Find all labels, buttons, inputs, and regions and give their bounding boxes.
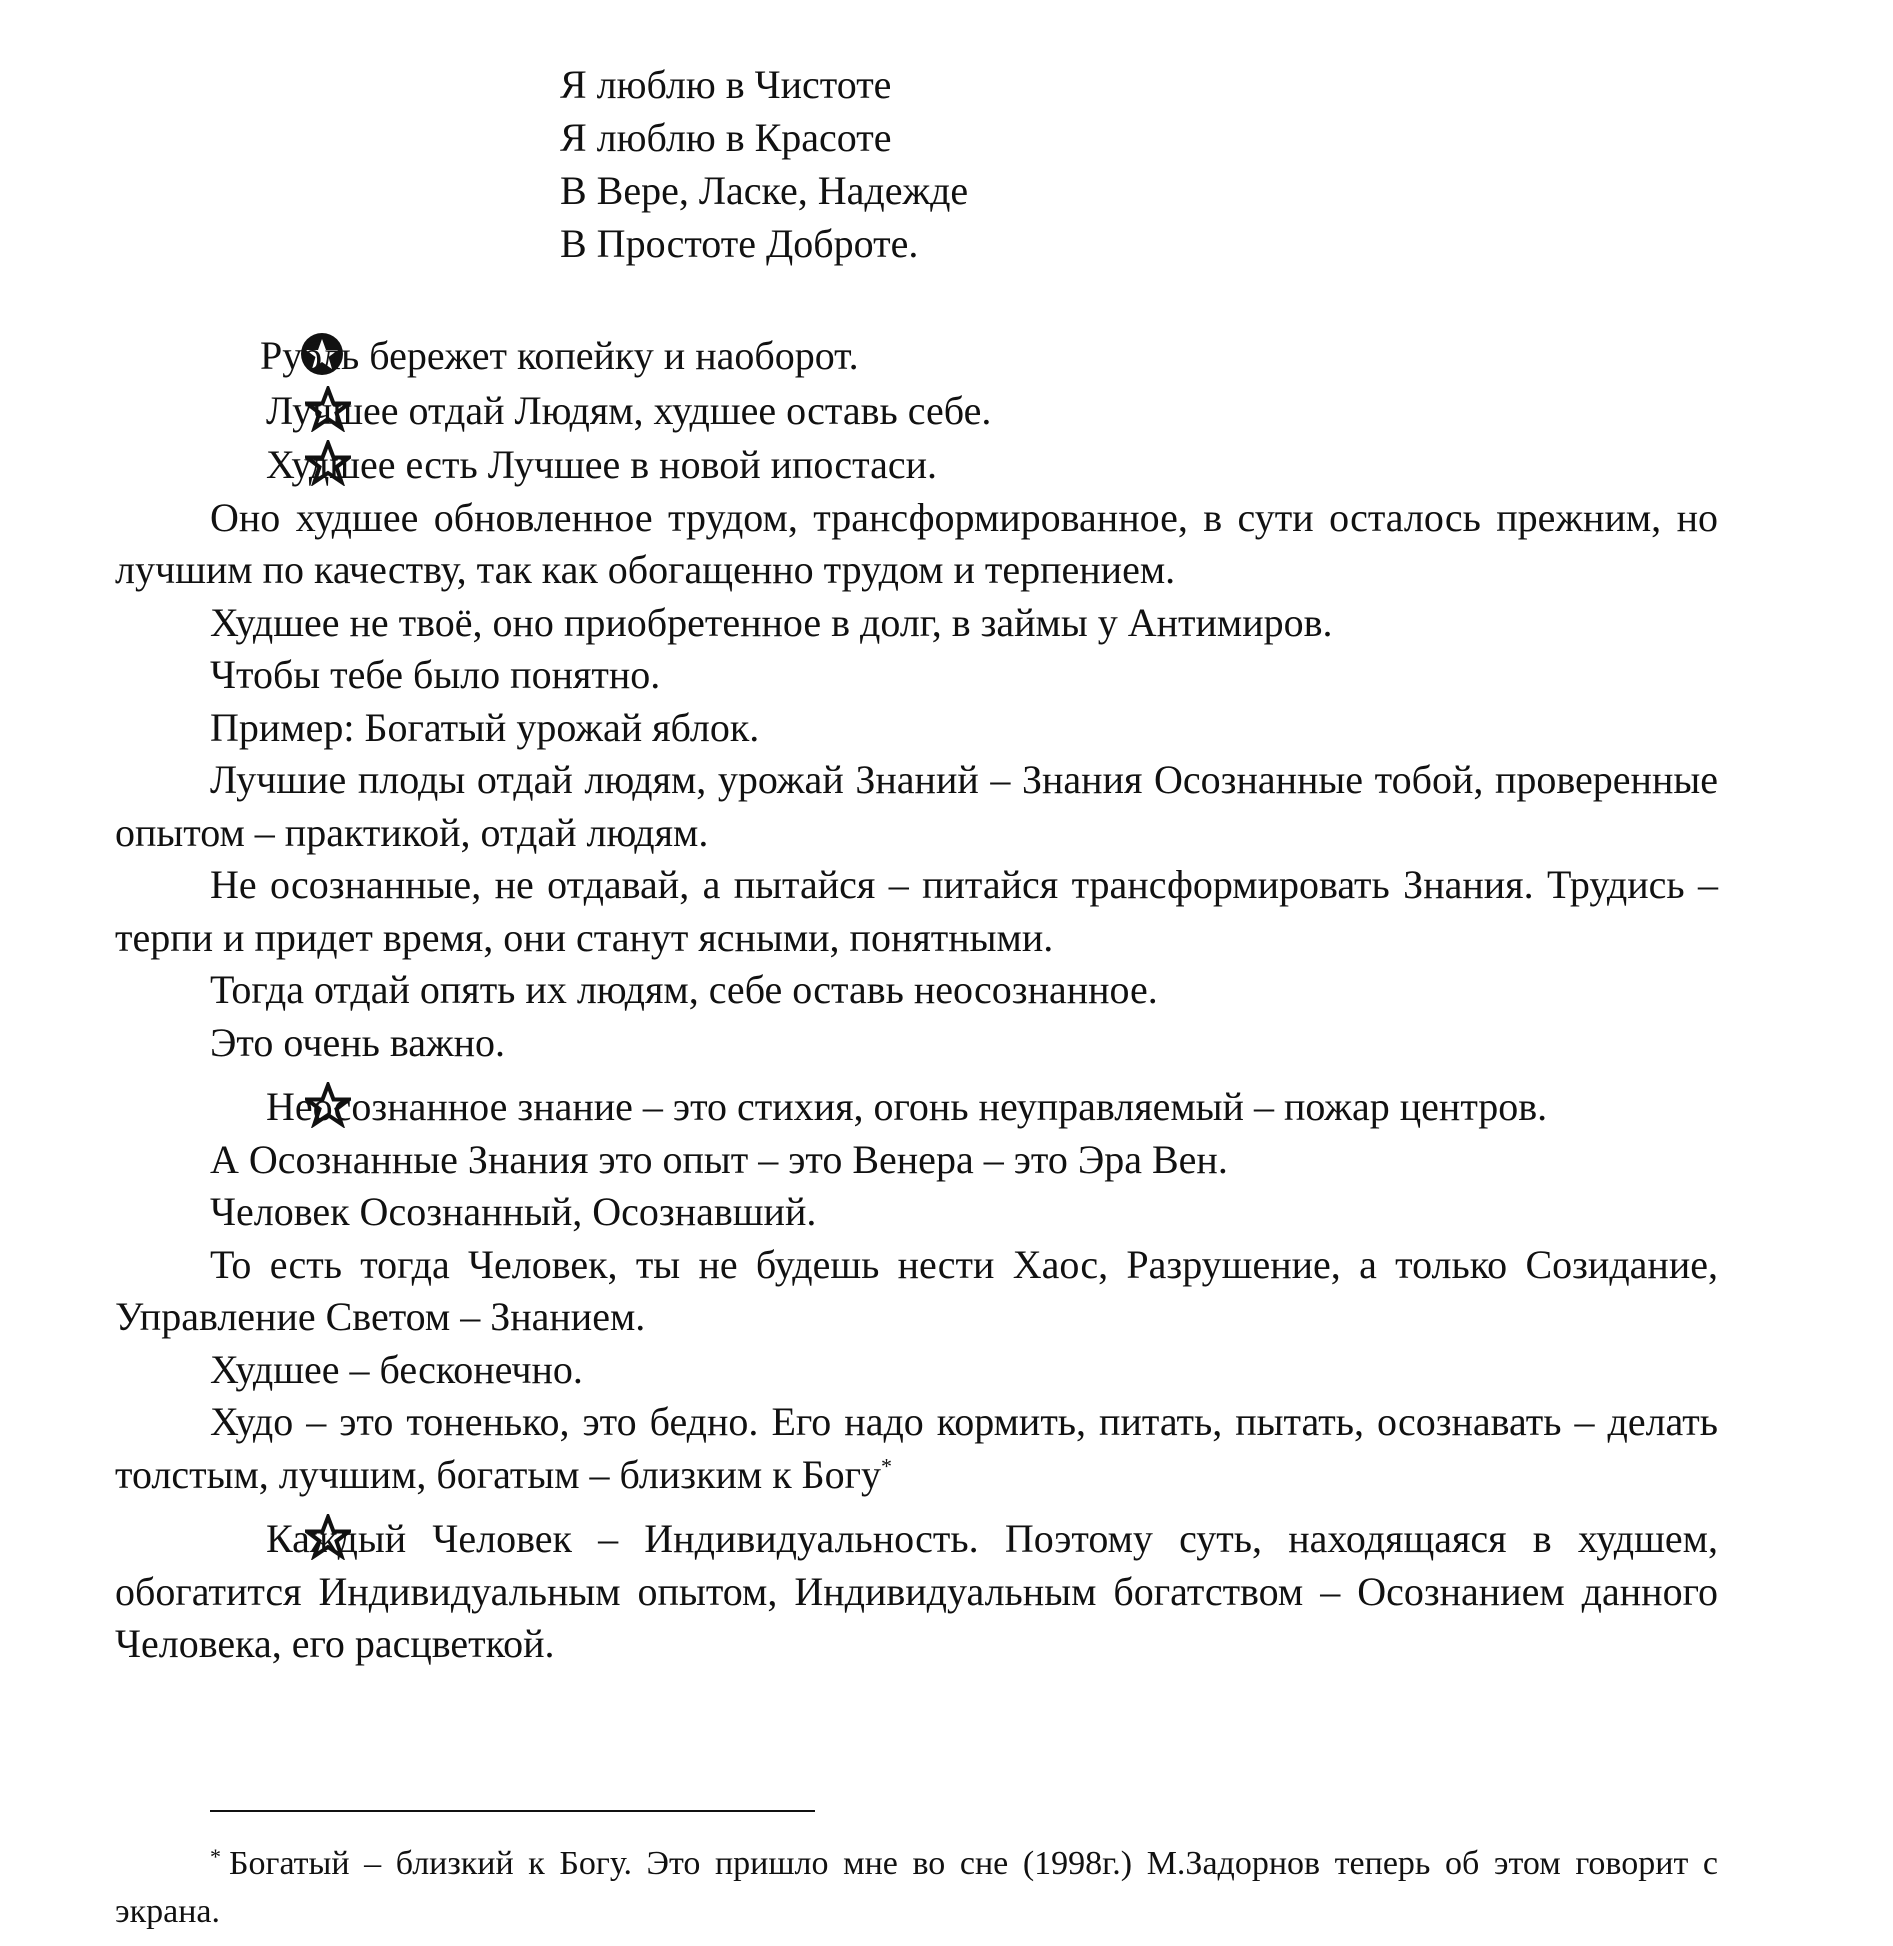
paragraph-text: Худо – это тоненько, это бедно. Его надо кормить, питать, пытать, осознавать – делать толстым, лучшим, богатым – близким к Богу [115,1399,1718,1497]
paragraph: Худшее не твоё, оно приобретенное в долг, в займы у Антимиров. [210,599,1333,645]
footnote-reference[interactable]: * [881,1453,893,1479]
paragraph-text: Худшее есть Лучшее в новой ипостаси. [266,442,938,487]
paragraph: Оно худшее обновленное трудом, трансформированное, в сути осталось прежним, но лучшим по качеству, так как обогащенно трудом и терпением. [115,494,1718,592]
paragraph [115,439,1718,492]
paragraph [115,1513,1718,1671]
poem-line: Я люблю в Чистоте [560,62,892,107]
paragraph [115,385,1718,438]
paragraph: Тогда отдай опять их людям, себе оставь неосознанное. [210,967,1158,1012]
star-in-circle-icon [204,331,250,377]
paragraph: Худшее – бесконечно. [210,1346,583,1392]
paragraph-text: Рубль бережет копейку и наоборот. [260,333,859,378]
footnote-text: Богатый – близкий к Богу. Это пришло мне во сне (1998г.) М.Задорнов теперь об этом говорит с экрана. [115,1845,1718,1930]
poem-line: В Простоте Доброте. [560,221,919,266]
poem [560,58,968,270]
paragraph-text: Неосознанное знание – это стихия, огонь неуправляемый – пожар центров. [266,1084,1548,1129]
star-outline-icon [210,1514,256,1560]
paragraph-text: Каждый Человек – Индивидуальность. Поэтому суть, находящаяся в худшем, обогатится Индивидуальным опытом, Индивидуальным богатством – Осознанием данного Человека, его расцветкой. [115,1516,1718,1666]
footnote [115,1833,1718,1936]
body-text [115,330,1718,1671]
paragraph: Не осознанные, не отдавай, а пытайся – питайся трансформировать Знания. Трудись – терпи и придет время, они станут ясными, понятными. [115,862,1718,960]
star-outline-icon [210,440,256,486]
paragraph: Чтобы тебе было понятно. [210,652,661,697]
paragraph [115,330,1718,383]
paragraph: То есть тогда Человек, ты не будешь нести Хаос, Разрушение, а только Созидание, Управление Светом – Знанием. [115,1241,1718,1339]
paragraph [115,1081,1718,1134]
star-outline-icon [210,386,256,432]
poem-line: В Вере, Ласке, Надежде [560,168,969,213]
paragraph: Человек Осознанный, Осознавший. [210,1189,817,1234]
paragraph: Лучшие плоды отдай людям, урожай Знаний – Знания Осознанные тобой, проверенные опытом – практикой, отдай людям. [115,757,1718,855]
paragraph: А Осознанные Знания это опыт – это Венера – это Эра Вен. [210,1136,1228,1182]
paragraph [115,1396,1718,1501]
paragraph: Пример: Богатый урожай яблок. [210,704,760,750]
paragraph-text: Лучшее отдай Людям, худшее оставь себе. [266,387,992,433]
footnote-marker: * [210,1844,221,1869]
poem-line: Я люблю в Красоте [560,115,892,160]
footnote-divider [210,1810,815,1812]
paragraph: Это очень важно. [210,1019,505,1065]
star-outline-icon [210,1082,256,1128]
